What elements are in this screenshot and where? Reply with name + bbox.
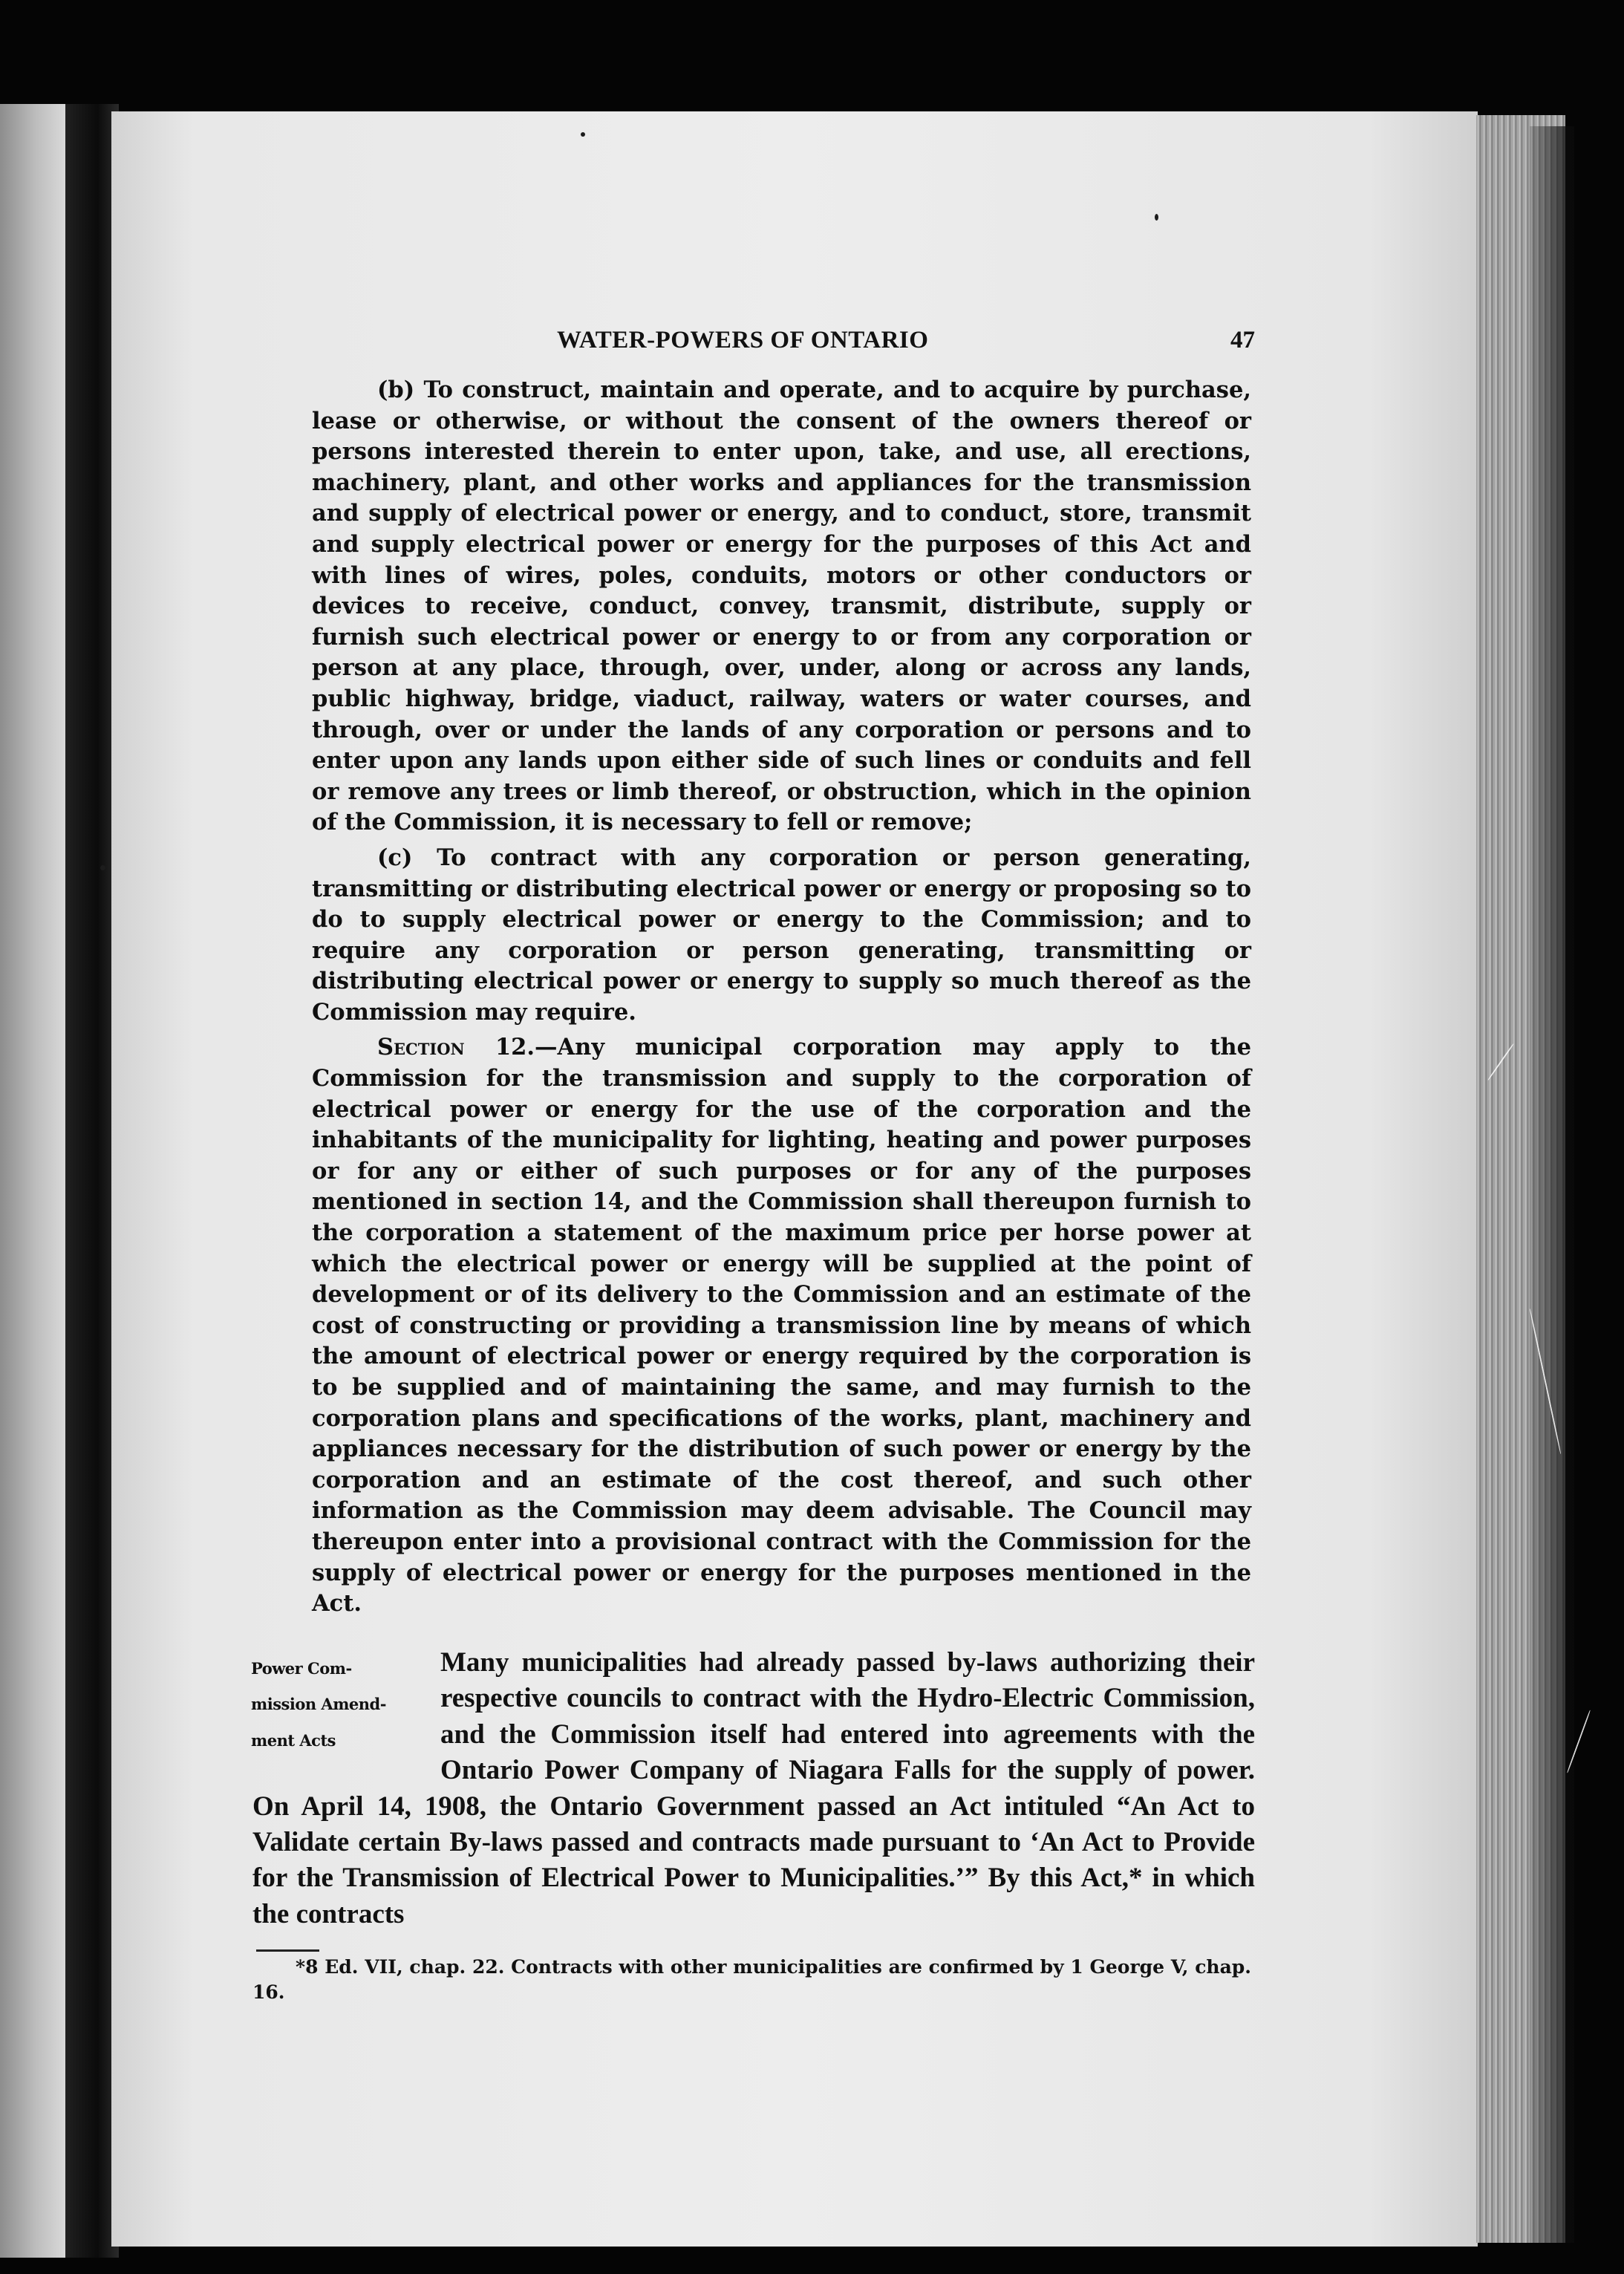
section-12-paragraph — [312, 1032, 1251, 1619]
page-block-shadow — [1530, 126, 1574, 2243]
margin-note-line: mission Amend- — [251, 1695, 386, 1714]
footnote: *8 Ed. VII, chap. 22. Contracts with other municipalities are confirmed by 1 George V, chap. 16. — [252, 1956, 1251, 2003]
body-text — [312, 375, 1251, 1620]
section-text: —Any municipal corporation may apply to the Commission for the transmission and supply to the corporation of electrical power or energy for the use of the corporation and the inhabitants of the municipality for lighting, heating and power purposes or for any or either of such purposes or for any of the purposes mentioned in section 14, and the Commission shall thereupon furnish to the corporation a statement of the maximum price per horse power at which the electrical power or energy will be supplied at the point of development or of its delivery to the Commission and an estimate of the cost of constructing or providing a transmission line by means of which the amount of electrical power or energy required by the corporation is to be supplied and of maintaining the same, and may furnish to the corporation plans and specifications of the works, plant, machinery and appliances necessary for the distribution of such power or energy by the corporation and an estimate of the cost thereof, and such other information as the Commission may deem advisable. The Council may thereupon enter into a provisional contract with the Commission for the supply of electrical power or energy for the purposes mentioned in the Act. — [312, 1034, 1251, 1617]
paragraph-b: (b) To construct, maintain and operate, and to acquire by purchase, lease or otherwise, or without the consent of the owners thereof or persons interested therein to enter upon, take, and use, all erections, machinery, plant, and other works and appliances for the transmission and supply of electrical power or energy, and to conduct, store, transmit and supply electrical power or energy for the purposes of this Act and with lines of wires, poles, conduits, motors or other conductors or devices to receive, conduct, convey, transmit, distribute, supply or furnish such electrical power or energy to or from any corporation or person at any place, through, over, under, along or across any lands, public highway, bridge, viaduct, railway, waters or water courses, and through, over or under the lands of any corporation or persons and to enter upon any lands upon either side of such lines or conduits and fell or remove any trees or limb thereof, or obstruction, which in the opinion of the Commission, it is necessary to fell or remove; — [312, 377, 1251, 836]
lower-paragraph: Many municipalities had already passed by-laws authorizing their respective councils to contract with the Hydro-Electric Commission, and the Commission itself had entered into agreements with the Ontario Power Company of Niagara Falls for the supply of power. On April 14, 1908, the Ontario Government passed an Act intituled “An Act to Validate certain By-laws passed and contracts made pursuant to ‘An Act to Provide for the Transmission of Electrical Power to Municipalities.’” By this Act,* in which the contracts — [252, 1647, 1255, 1929]
running-head — [312, 327, 1255, 364]
speck — [100, 865, 105, 870]
lower-section — [252, 1645, 1255, 1932]
running-title: WATER-POWERS OF ONTARIO — [557, 327, 929, 354]
footnote-rule — [256, 1949, 319, 1952]
speck — [1155, 214, 1158, 221]
speck — [581, 132, 585, 137]
margin-note-line: Power Com- — [251, 1659, 352, 1678]
margin-note — [251, 1651, 425, 1759]
page-number: 47 — [1230, 327, 1255, 354]
section-label: Section 12. — [377, 1034, 535, 1061]
left-page-edge — [0, 104, 65, 2258]
paragraph-c: (c) To contract with any corporation or person generating, transmitting or distributing electrical power or energy or proposing so to do to supply electrical power or energy to the Commission; and to require any corporation or person generating, transmitting or distributing electrical power or energy to supply so much thereof as the Commission may require. — [312, 844, 1251, 1026]
margin-note-line: ment Acts — [251, 1730, 336, 1750]
